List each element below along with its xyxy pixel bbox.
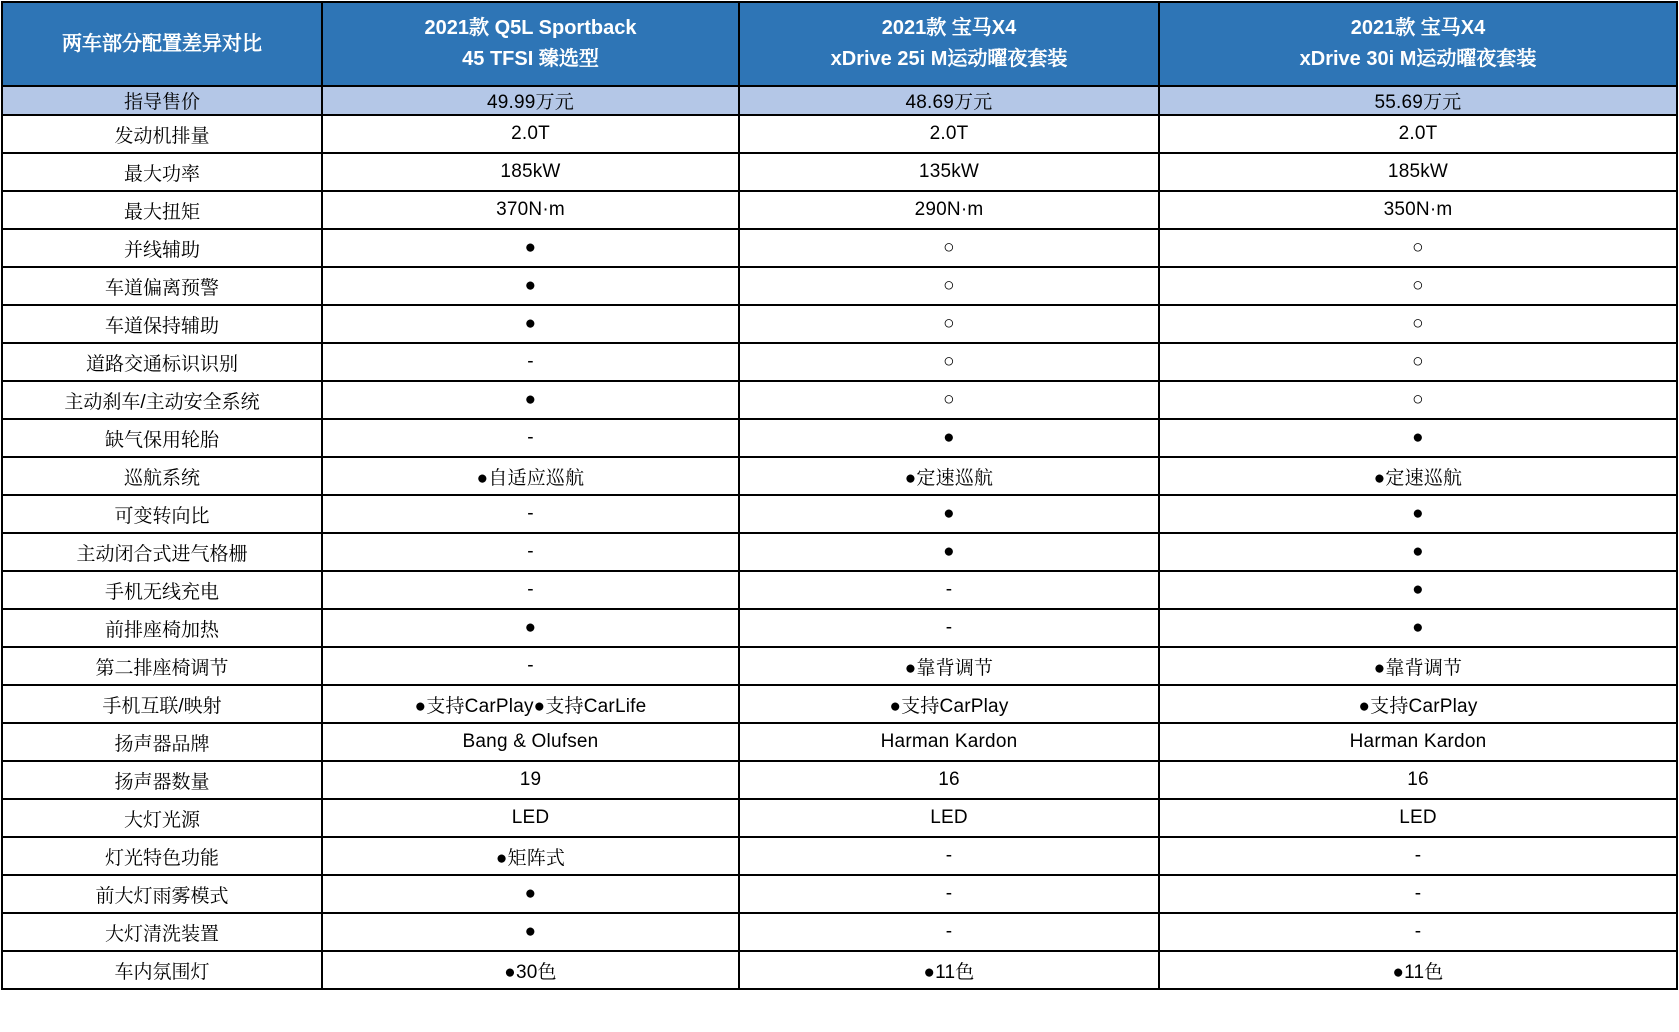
- header-corner-title: [2, 2, 322, 86]
- cell-value: 135kW: [739, 153, 1159, 191]
- table-row: [2, 191, 1677, 229]
- cell-value: -: [322, 343, 739, 381]
- cell-value: Bang & Olufsen: [322, 723, 739, 761]
- table-row: [2, 761, 1677, 799]
- table-row: [2, 419, 1677, 457]
- cell-value: 185kW: [322, 153, 739, 191]
- header-car-bmw-x4-25i: [739, 2, 1159, 86]
- row-label: 可变转向比: [2, 495, 322, 533]
- cell-value: ○: [1159, 381, 1677, 419]
- cell-value: Harman Kardon: [1159, 723, 1677, 761]
- cell-value: 48.69万元: [739, 86, 1159, 115]
- cell-value: ○: [739, 381, 1159, 419]
- cell-value: -: [322, 533, 739, 571]
- row-label: 扬声器数量: [2, 761, 322, 799]
- table-row: [2, 913, 1677, 951]
- table-row: [2, 685, 1677, 723]
- row-label: 巡航系统: [2, 457, 322, 495]
- cell-value: ○: [1159, 343, 1677, 381]
- cell-value: ○: [739, 229, 1159, 267]
- table-row: [2, 343, 1677, 381]
- row-label: 车内氛围灯: [2, 951, 322, 989]
- cell-value: 2.0T: [739, 115, 1159, 153]
- table-row: [2, 723, 1677, 761]
- cell-value: -: [1159, 913, 1677, 951]
- cell-value: ●定速巡航: [739, 457, 1159, 495]
- table-row: [2, 875, 1677, 913]
- cell-value: ●自适应巡航: [322, 457, 739, 495]
- cell-value: ●支持CarPlay: [1159, 685, 1677, 723]
- cell-value: LED: [322, 799, 739, 837]
- cell-value: ●: [1159, 533, 1677, 571]
- cell-value: -: [322, 495, 739, 533]
- car-name-line1: 2021款 Q5L Sportback: [424, 17, 637, 39]
- cell-value: ●: [739, 533, 1159, 571]
- cell-value: ●: [322, 229, 739, 267]
- cell-value: LED: [1159, 799, 1677, 837]
- car-name-line1: 2021款 宝马X4: [1350, 17, 1486, 39]
- cell-value: 290N·m: [739, 191, 1159, 229]
- row-label: 缺气保用轮胎: [2, 419, 322, 457]
- row-label: 发动机排量: [2, 115, 322, 153]
- cell-value: 185kW: [1159, 153, 1677, 191]
- cell-value: -: [739, 913, 1159, 951]
- cell-value: 16: [739, 761, 1159, 799]
- car-trim-line2: 45 TFSI 臻选型: [462, 48, 599, 70]
- cell-value: ●11色: [1159, 951, 1677, 989]
- cell-value: ●: [1159, 571, 1677, 609]
- row-label: 手机无线充电: [2, 571, 322, 609]
- cell-value: -: [739, 609, 1159, 647]
- table-row: [2, 305, 1677, 343]
- cell-value: ○: [1159, 267, 1677, 305]
- row-label: 并线辅助: [2, 229, 322, 267]
- row-label: 扬声器品牌: [2, 723, 322, 761]
- cell-value: LED: [739, 799, 1159, 837]
- cell-value: ●支持CarPlay●支持CarLife: [322, 685, 739, 723]
- row-label: 大灯光源: [2, 799, 322, 837]
- cell-value: -: [322, 647, 739, 685]
- cell-value: ●靠背调节: [1159, 647, 1677, 685]
- row-label: 前大灯雨雾模式: [2, 875, 322, 913]
- table-row: [2, 647, 1677, 685]
- row-label: 车道保持辅助: [2, 305, 322, 343]
- cell-value: ●: [322, 609, 739, 647]
- cell-value: 370N·m: [322, 191, 739, 229]
- cell-value: ●: [322, 913, 739, 951]
- cell-value: Harman Kardon: [739, 723, 1159, 761]
- row-label: 道路交通标识识别: [2, 343, 322, 381]
- row-label: 第二排座椅调节: [2, 647, 322, 685]
- table-header-row: [2, 2, 1677, 86]
- table-row: [2, 153, 1677, 191]
- cell-value: ○: [739, 305, 1159, 343]
- cell-value: ●: [322, 875, 739, 913]
- cell-value: -: [1159, 875, 1677, 913]
- car-name-line1: 2021款 宝马X4: [881, 17, 1017, 39]
- cell-value: ●: [322, 381, 739, 419]
- cell-value: -: [322, 419, 739, 457]
- cell-value: -: [322, 571, 739, 609]
- cell-value: ●30色: [322, 951, 739, 989]
- cell-value: 49.99万元: [322, 86, 739, 115]
- row-label: 前排座椅加热: [2, 609, 322, 647]
- cell-value: ●: [322, 305, 739, 343]
- cell-value: -: [1159, 837, 1677, 875]
- header-car-bmw-x4-30i: [1159, 2, 1677, 86]
- table-row: [2, 951, 1677, 989]
- cell-value: ●支持CarPlay: [739, 685, 1159, 723]
- row-label: 车道偏离预警: [2, 267, 322, 305]
- cell-value: 2.0T: [1159, 115, 1677, 153]
- comparison-table: [1, 1, 1678, 990]
- cell-value: ○: [1159, 229, 1677, 267]
- table-row: [2, 229, 1677, 267]
- header-car-audi-q5l: [322, 2, 739, 86]
- cell-value: ●11色: [739, 951, 1159, 989]
- cell-value: ○: [1159, 305, 1677, 343]
- cell-value: ●靠背调节: [739, 647, 1159, 685]
- cell-value: ○: [739, 343, 1159, 381]
- cell-value: ●定速巡航: [1159, 457, 1677, 495]
- cell-value: 55.69万元: [1159, 86, 1677, 115]
- row-label: 主动刹车/主动安全系统: [2, 381, 322, 419]
- cell-value: ●: [1159, 495, 1677, 533]
- row-label: 最大扭矩: [2, 191, 322, 229]
- table-row: [2, 115, 1677, 153]
- car-trim-line2: xDrive 30i M运动曜夜套装: [1299, 48, 1537, 70]
- table-row: [2, 533, 1677, 571]
- cell-value: ●: [1159, 419, 1677, 457]
- table-row: [2, 571, 1677, 609]
- cell-value: -: [739, 837, 1159, 875]
- cell-value: ●: [1159, 609, 1677, 647]
- table-row: [2, 457, 1677, 495]
- cell-value: ●: [322, 267, 739, 305]
- car-trim-line2: xDrive 25i M运动曜夜套装: [830, 48, 1068, 70]
- table-row: [2, 267, 1677, 305]
- row-label: 灯光特色功能: [2, 837, 322, 875]
- table-row: [2, 837, 1677, 875]
- table-row: [2, 495, 1677, 533]
- cell-value: 2.0T: [322, 115, 739, 153]
- cell-value: ●: [739, 419, 1159, 457]
- cell-value: 19: [322, 761, 739, 799]
- cell-value: ○: [739, 267, 1159, 305]
- cell-value: ●: [739, 495, 1159, 533]
- cell-value: 16: [1159, 761, 1677, 799]
- cell-value: -: [739, 875, 1159, 913]
- table-row: [2, 799, 1677, 837]
- corner-title-text: 两车部分配置差异对比: [62, 32, 262, 55]
- row-label: 主动闭合式进气格栅: [2, 533, 322, 571]
- cell-value: ●矩阵式: [322, 837, 739, 875]
- cell-value: 350N·m: [1159, 191, 1677, 229]
- table-row: [2, 609, 1677, 647]
- table-row: [2, 86, 1677, 115]
- row-label: 手机互联/映射: [2, 685, 322, 723]
- table-body: [2, 86, 1677, 989]
- row-label: 最大功率: [2, 153, 322, 191]
- row-label: 指导售价: [2, 86, 322, 115]
- table-row: [2, 381, 1677, 419]
- cell-value: -: [739, 571, 1159, 609]
- row-label: 大灯清洗装置: [2, 913, 322, 951]
